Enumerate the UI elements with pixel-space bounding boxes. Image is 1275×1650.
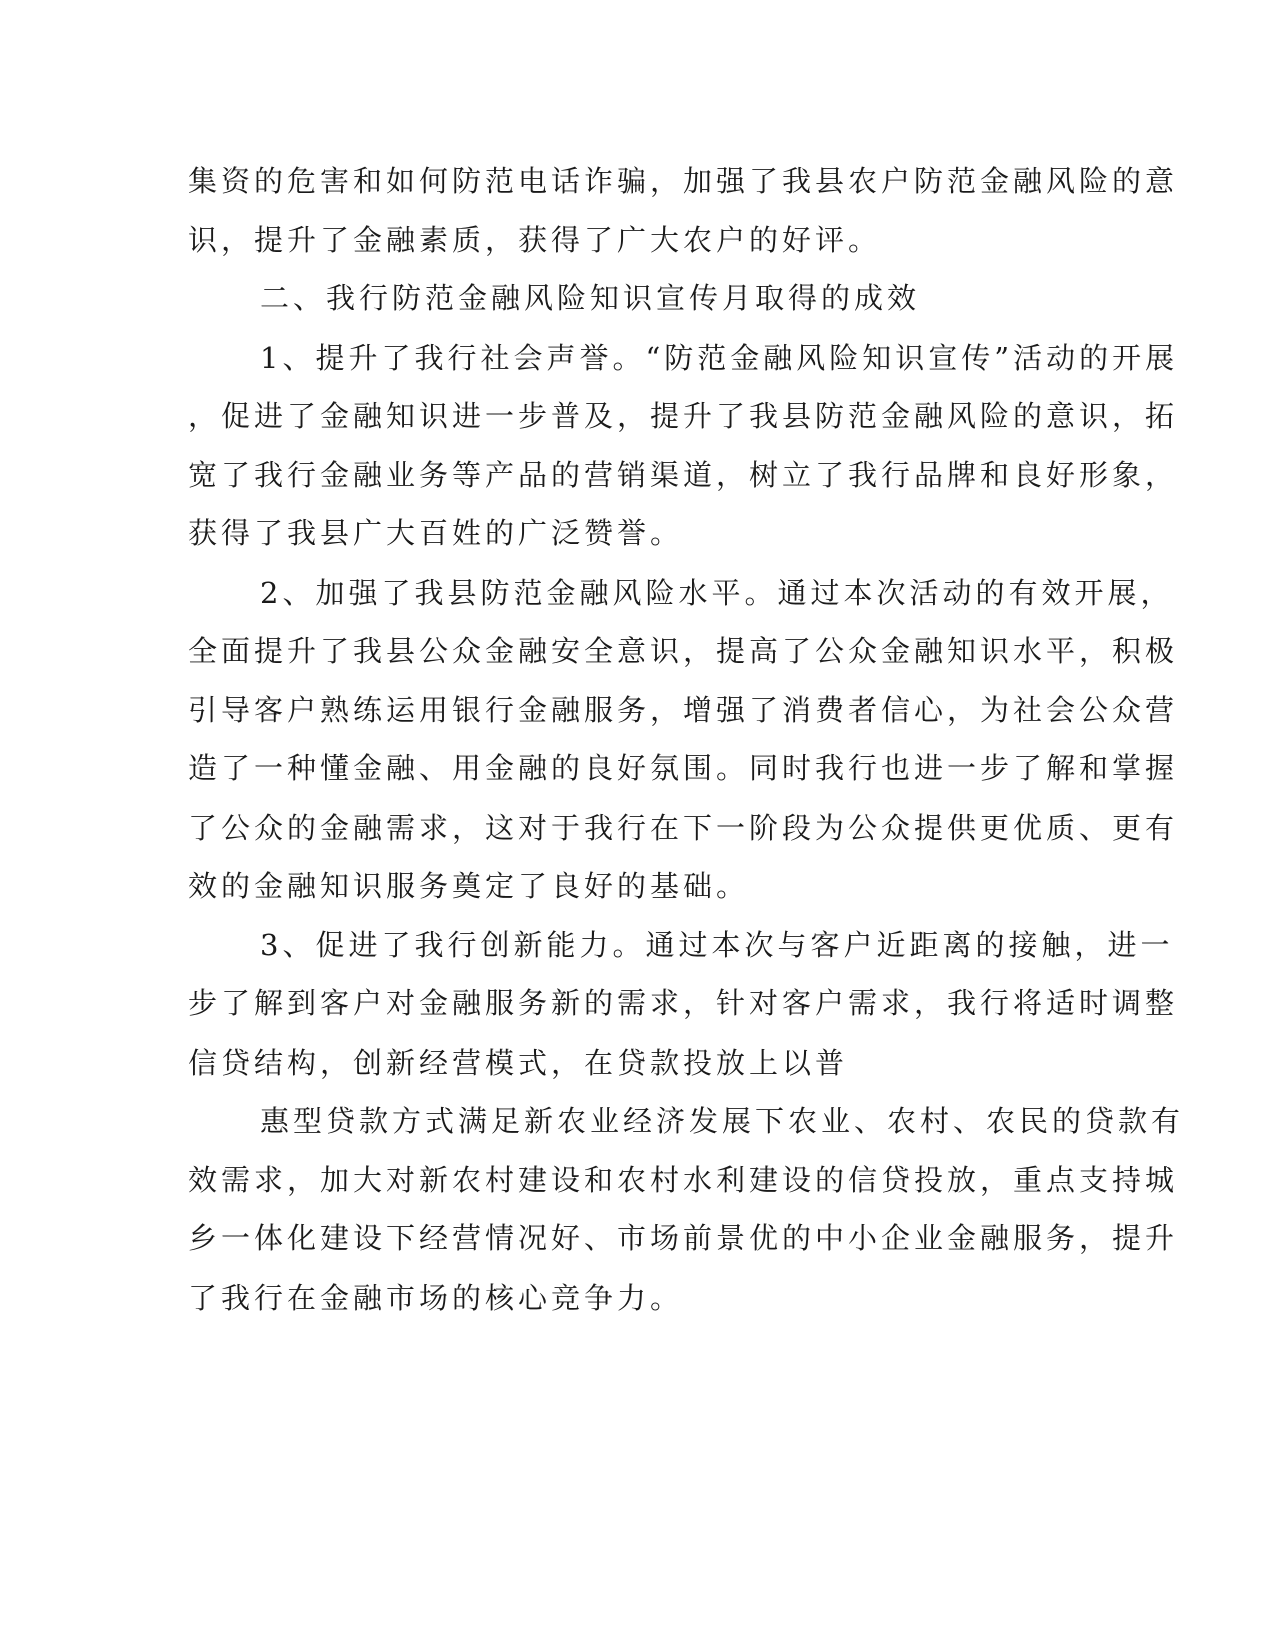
text-line: 步了解到客户对金融服务新的需求，针对客户需求，我行将适时调整 [188,986,1179,1020]
text-line: 惠型贷款方式满足新农业经济发展下农业、农村、农民的贷款有 [260,1104,1185,1138]
text-line: 乡一体化建设下经营情况好、市场前景优的中小企业金融服务，提升 [188,1221,1179,1255]
text-line: 效需求，加大对新农村建设和农村水利建设的信贷投放，重点支持城 [188,1163,1179,1197]
text-line: 2、加强了我县防范金融风险水平。通过本次活动的有效开展， [260,576,1174,610]
text-line: 1、提升了我行社会声誉。“防范金融风险知识宣传”活动的开展 [260,341,1179,375]
text-line: 3、促进了我行创新能力。通过本次与客户近距离的接触，进一 [260,928,1174,962]
text-line: 引导客户熟练运用银行金融服务，增强了消费者信心，为社会公众营 [188,693,1179,727]
text-line: 集资的危害和如何防范电话诈骗，加强了我县农户防范金融风险的意 [188,164,1179,198]
text-line: 信贷结构，创新经营模式，在贷款投放上以普 [188,1046,849,1080]
text-line: ，促进了金融知识进一步普及，提升了我县防范金融风险的意识，拓 [188,399,1179,433]
text-line: 造了一种懂金融、用金融的良好氛围。同时我行也进一步了解和掌握 [188,751,1179,785]
text-line: 效的金融知识服务奠定了良好的基础。 [188,869,750,903]
text-line: 了公众的金融需求，这对于我行在下一阶段为公众提供更优质、更有 [188,811,1179,845]
text-line: 了我行在金融市场的核心竞争力。 [188,1281,684,1315]
text-line: 宽了我行金融业务等产品的营销渠道，树立了我行品牌和良好形象， [188,458,1179,492]
text-line: 获得了我县广大百姓的广泛赞誉。 [188,516,684,550]
section-heading: 二、我行防范金融风险知识宣传月取得的成效 [260,281,921,315]
text-line: 全面提升了我县公众金融安全意识，提高了公众金融知识水平，积极 [188,634,1179,668]
text-line: 识，提升了金融素质，获得了广大农户的好评。 [188,223,882,257]
